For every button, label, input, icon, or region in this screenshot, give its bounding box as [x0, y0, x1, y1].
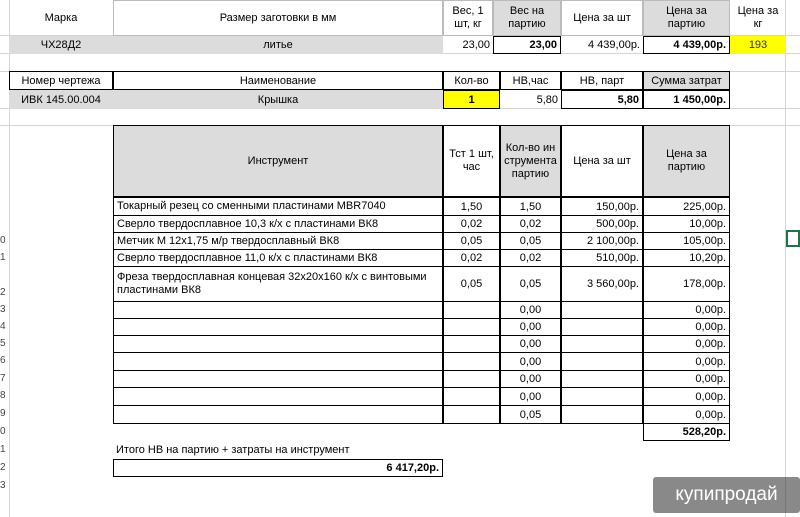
- tool-price-cell[interactable]: 2 100,00р.: [561, 232, 643, 250]
- tool-tst-cell[interactable]: 1,50: [443, 197, 500, 216]
- nv-batch-cell[interactable]: 5,80: [561, 90, 643, 109]
- tool-price-cell[interactable]: [561, 301, 643, 319]
- tool-name-cell[interactable]: [113, 352, 443, 371]
- price-kg-cell[interactable]: 193: [730, 36, 786, 54]
- tool-tst-cell[interactable]: 0,02: [443, 249, 500, 267]
- row-number: 3: [0, 480, 6, 491]
- weight-1-cell[interactable]: 23,00: [462, 39, 490, 51]
- tool-tst-cell[interactable]: 0,05: [443, 232, 500, 250]
- tool-tst-cell[interactable]: 0,05: [443, 266, 500, 302]
- tool-name-cell[interactable]: [113, 301, 443, 319]
- tool-qty-cell[interactable]: 0,05: [500, 405, 561, 424]
- size-cell[interactable]: литье: [113, 36, 443, 54]
- tools-total-cell[interactable]: 528,20р.: [643, 423, 730, 441]
- tool-total-cell[interactable]: 10,20р.: [643, 249, 730, 267]
- tool-price-cell[interactable]: [561, 352, 643, 371]
- header-nv-hour: НВ,час: [500, 71, 561, 90]
- tool-qty-cell[interactable]: 0,00: [500, 352, 561, 371]
- row-number: 0: [0, 426, 6, 437]
- name-cell[interactable]: Крышка: [113, 90, 443, 109]
- tool-tst-cell[interactable]: [443, 335, 500, 353]
- tool-total-cell[interactable]: 105,00р.: [643, 232, 730, 250]
- header-qty: Кол-во: [443, 71, 500, 90]
- tool-total-cell[interactable]: 10,00р.: [643, 215, 730, 233]
- tool-name-cell[interactable]: [113, 335, 443, 353]
- watermark-logo: купипродай: [653, 477, 800, 513]
- tool-total-cell[interactable]: 0,00р.: [643, 370, 730, 388]
- header-drawing: Номер чертежа: [9, 71, 113, 90]
- row-number: 7: [0, 373, 6, 384]
- tool-name-cell[interactable]: Токарный резец со сменными пластинами MBR7040: [113, 197, 443, 216]
- header-size: Размер заготовки в мм: [113, 0, 443, 36]
- tool-qty-cell[interactable]: 0,05: [500, 232, 561, 250]
- tool-qty-cell[interactable]: 0,00: [500, 335, 561, 353]
- tool-name-cell[interactable]: [113, 370, 443, 388]
- nv-hour-cell[interactable]: 5,80: [536, 93, 558, 106]
- tool-name-cell[interactable]: Сверло твердосплавное 10,3 к/х с пластинами ВК8: [113, 215, 443, 233]
- tool-name-cell[interactable]: [113, 318, 443, 336]
- tool-name-cell[interactable]: Сверло твердосплавное 11,0 к/х с пластинами ВК8: [113, 249, 443, 267]
- row-number: 1: [0, 252, 6, 263]
- tool-total-cell[interactable]: 0,00р.: [643, 387, 730, 406]
- tool-qty-cell[interactable]: 0,02: [500, 215, 561, 233]
- tool-price-cell[interactable]: [561, 335, 643, 353]
- row-number: 1: [0, 444, 6, 455]
- row-number: 2: [0, 287, 6, 298]
- tool-qty-cell[interactable]: 0,05: [500, 266, 561, 302]
- tool-name-cell[interactable]: Фреза твердосплавная концевая 32х20х160 к/х с винтовыми пластинами ВК8: [113, 266, 443, 302]
- tool-price-cell[interactable]: [561, 318, 643, 336]
- row-number: 3: [0, 304, 6, 315]
- row-number: 2: [0, 462, 6, 473]
- row-number: 4: [0, 321, 6, 332]
- tool-price-cell[interactable]: 510,00р.: [561, 249, 643, 267]
- qty-cell[interactable]: 1: [443, 90, 500, 109]
- grand-total-value[interactable]: 6 417,20р.: [113, 459, 443, 477]
- tool-price-cell[interactable]: [561, 387, 643, 406]
- tool-qty-cell[interactable]: 0,00: [500, 387, 561, 406]
- tool-tst-cell[interactable]: [443, 301, 500, 319]
- drawing-cell[interactable]: ИВК 145.00.004: [9, 90, 113, 109]
- row-number: 6: [0, 355, 6, 366]
- row-number: 5: [0, 338, 6, 349]
- selected-cell[interactable]: [786, 230, 800, 247]
- tool-name-cell[interactable]: [113, 405, 443, 424]
- header-tool-qty: Кол-во инструмента партию: [500, 125, 561, 197]
- price-batch-cell[interactable]: 4 439,00р.: [643, 36, 730, 54]
- grand-total-label: Итого НВ на партию + затраты на инструмент: [116, 444, 350, 456]
- sum-cell[interactable]: 1 450,00р.: [643, 90, 730, 109]
- header-sum: Сумма затрат: [643, 71, 730, 90]
- tool-qty-cell[interactable]: 0,00: [500, 370, 561, 388]
- tool-total-cell[interactable]: 0,00р.: [643, 318, 730, 336]
- header-nv-batch: НВ, парт: [561, 71, 643, 90]
- tool-price-cell[interactable]: 3 560,00р.: [561, 266, 643, 302]
- header-marka: Марка: [44, 12, 78, 24]
- header-tool-price: Цена за шт: [561, 125, 643, 197]
- tool-total-cell[interactable]: 0,00р.: [643, 405, 730, 424]
- tool-tst-cell[interactable]: 0,02: [443, 215, 500, 233]
- row-number: 9: [0, 408, 6, 419]
- tool-total-cell[interactable]: 225,00р.: [643, 197, 730, 216]
- tool-tst-cell[interactable]: [443, 370, 500, 388]
- header-price-batch: Цена за партию: [643, 0, 730, 36]
- tool-tst-cell[interactable]: [443, 387, 500, 406]
- header-weight-batch: Вес на партию: [493, 0, 561, 36]
- header-weight-1: Вес, 1 шт, кг: [443, 0, 493, 36]
- tool-price-cell[interactable]: 500,00р.: [561, 215, 643, 233]
- header-price-kg: Цена за кг: [737, 5, 779, 30]
- row-number: 8: [0, 390, 6, 401]
- row-number: 0: [0, 235, 6, 246]
- tool-tst-cell[interactable]: [443, 318, 500, 336]
- header-name: Наименование: [113, 71, 443, 90]
- tool-price-cell[interactable]: [561, 405, 643, 424]
- header-price-piece: Цена за шт: [561, 0, 643, 36]
- tool-tst-cell[interactable]: [443, 352, 500, 371]
- weight-batch-cell[interactable]: 23,00: [493, 36, 561, 54]
- tool-price-cell[interactable]: [561, 370, 643, 388]
- tool-name-cell[interactable]: Метчик М 12х1,75 м/р твердосплавный ВК8: [113, 232, 443, 250]
- tool-total-cell[interactable]: 0,00р.: [643, 352, 730, 371]
- tool-qty-cell[interactable]: 0,00: [500, 318, 561, 336]
- header-tool-total: Цена за партию: [643, 125, 730, 197]
- marka-cell[interactable]: ЧХ28Д2: [9, 36, 113, 54]
- tool-price-cell[interactable]: 150,00р.: [561, 197, 643, 216]
- header-tool: Инструмент: [113, 125, 443, 197]
- tool-tst-cell[interactable]: [443, 405, 500, 424]
- tool-name-cell[interactable]: [113, 387, 443, 406]
- tool-total-cell[interactable]: 178,00р.: [643, 266, 730, 302]
- tool-total-cell[interactable]: 0,00р.: [643, 335, 730, 353]
- tool-total-cell[interactable]: 0,00р.: [643, 301, 730, 319]
- price-piece-cell[interactable]: 4 439,00р.: [588, 39, 640, 51]
- tool-qty-cell[interactable]: 1,50: [500, 197, 561, 216]
- tool-qty-cell[interactable]: 0,00: [500, 301, 561, 319]
- header-tst: Тст 1 шт, час: [443, 125, 500, 197]
- tool-qty-cell[interactable]: 0,02: [500, 249, 561, 267]
